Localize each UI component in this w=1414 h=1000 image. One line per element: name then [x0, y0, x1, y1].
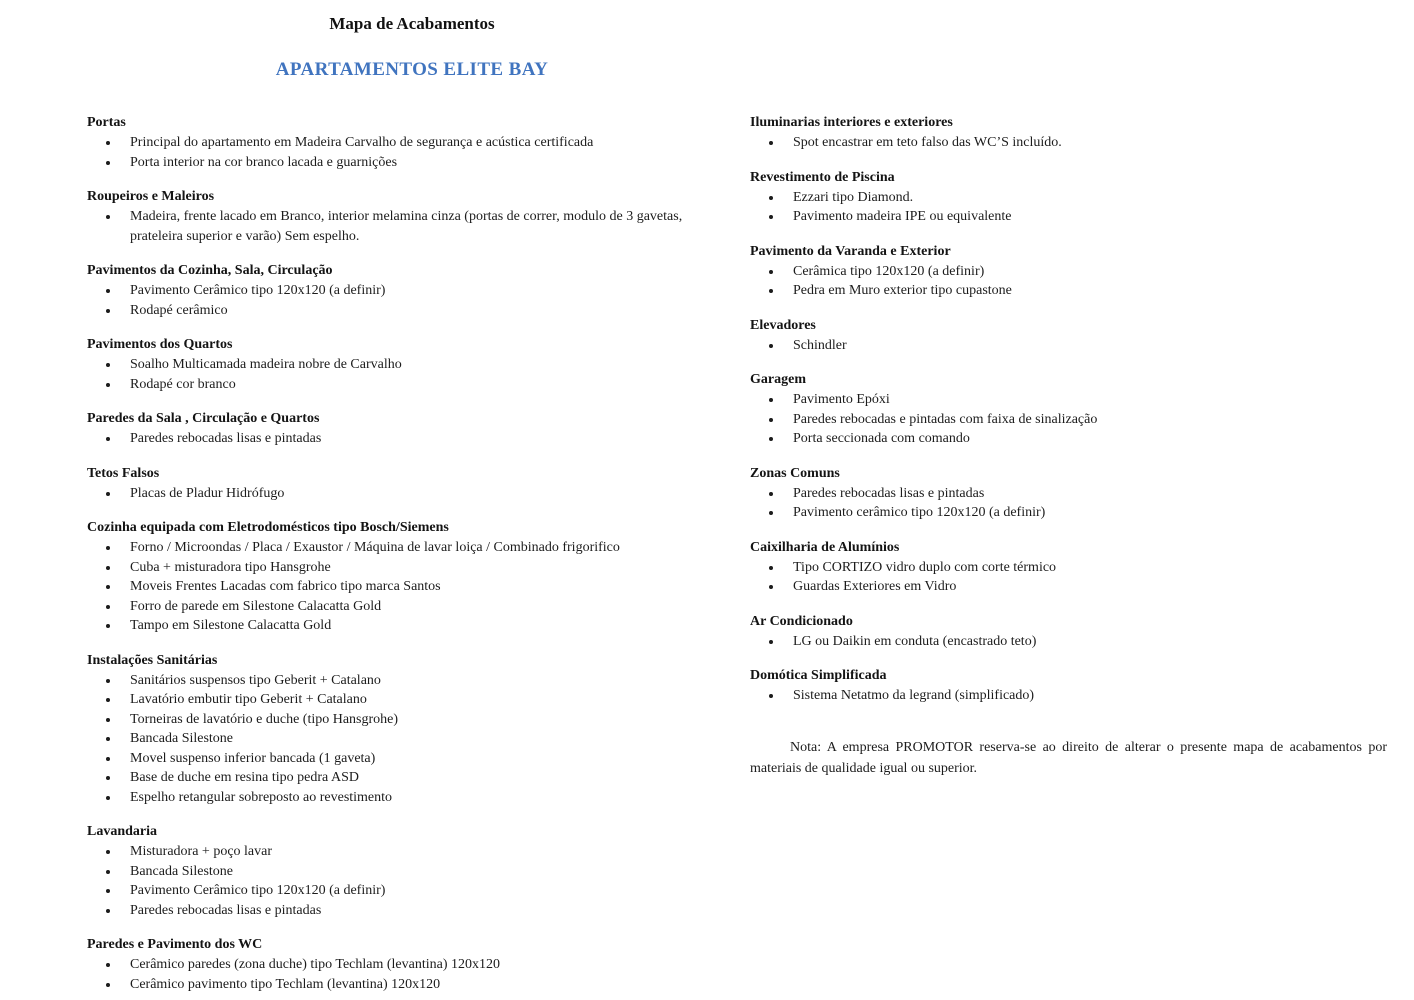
section-heading: Paredes da Sala , Circulação e Quartos: [87, 411, 320, 426]
section-heading: Lavandaria: [87, 824, 158, 839]
section-item: • Pavimento Cerâmico tipo 120x120 (a definir): [120, 881, 737, 901]
section-item: • Pavimento Cerâmico tipo 120x120 (a definir): [120, 281, 737, 301]
section-heading: Elevadores: [750, 317, 816, 333]
finishes-section: [87, 518, 737, 636]
section-item-list: [750, 336, 1387, 356]
section-heading: Portas: [87, 115, 126, 130]
section-item: • Porta interior na cor branco lacada e guarnições: [120, 153, 737, 173]
finishes-section: [87, 935, 737, 994]
section-item: • Cerâmico pavimento tipo Techlam (levantina) 120x120: [120, 975, 737, 995]
finishes-section: [750, 113, 1387, 153]
section-item: • Rodapé cor branco: [120, 375, 737, 395]
finishes-section: [750, 538, 1387, 597]
section-heading: Pavimentos dos Quartos: [87, 337, 233, 352]
section-item: • Pavimento cerâmico tipo 120x120 (a definir): [783, 503, 1387, 523]
section-item: • Porta seccionada com comando: [783, 429, 1387, 449]
finishes-section: [750, 666, 1387, 706]
section-item: • Placas de Pladur Hidrófugo: [120, 484, 737, 504]
section-item: • Guardas Exteriores em Vidro: [783, 577, 1387, 597]
section-item: • Paredes rebocadas lisas e pintadas: [783, 484, 1387, 504]
note-paragraph: Nota: A empresa PROMOTOR reserva-se ao direito de alterar o presente mapa de acabamentos por materiais de qualidade igual ou superior.: [750, 739, 1387, 776]
section-heading: Iluminarias interiores e exteriores: [750, 115, 953, 130]
document-header: [87, 13, 737, 81]
section-item: • Cerâmico paredes (zona duche) tipo Techlam (levantina) 120x120: [120, 955, 737, 975]
section-item: • LG ou Daikin em conduta (encastrado teto): [783, 632, 1387, 652]
finishes-section: [87, 113, 737, 172]
section-item-list: [750, 188, 1387, 227]
project-subtitle: APARTAMENTOS ELITE BAY: [275, 59, 549, 80]
section-heading: Roupeiros e Maleiros: [87, 189, 215, 204]
section-item: • Forro de parede em Silestone Calacatta Gold: [120, 597, 737, 617]
section-item-list: [750, 262, 1387, 301]
section-heading: Ar Condicionado: [750, 613, 853, 629]
section-item: • Movel suspenso inferior bancada (1 gaveta): [120, 749, 737, 769]
section-item: • Misturadora + poço lavar: [120, 842, 737, 862]
finishes-section: [750, 242, 1387, 301]
section-item: • Ezzari tipo Diamond.: [783, 188, 1387, 208]
section-item: • Rodapé cerâmico: [120, 301, 737, 321]
section-item: • Pavimento Epóxi: [783, 390, 1387, 410]
section-item-list: [87, 133, 737, 172]
section-item-list: [750, 133, 1387, 153]
section-heading: Domótica Simplificada: [750, 668, 887, 683]
section-item-list: [87, 538, 737, 636]
section-item: • Paredes rebocadas lisas e pintadas: [120, 901, 737, 921]
two-column-layout: [87, 98, 1414, 994]
section-heading: Instalações Sanitárias: [87, 652, 218, 668]
section-item: • Sistema Netatmo da legrand (simplificado): [783, 686, 1387, 706]
section-item: • Cerâmica tipo 120x120 (a definir): [783, 262, 1387, 282]
section-heading: Caixilharia de Alumínios: [750, 539, 900, 555]
finishes-section: [750, 168, 1387, 227]
section-heading: Zonas Comuns: [750, 465, 840, 481]
section-item: • Torneiras de lavatório e duche (tipo Hansgrohe): [120, 710, 737, 730]
section-heading: Pavimentos da Cozinha, Sala, Circulação: [87, 263, 333, 278]
section-item: • Tampo em Silestone Calacatta Gold: [120, 616, 737, 636]
section-item: • Paredes rebocadas e pintadas com faixa de sinalização: [783, 410, 1387, 430]
section-item: • Schindler: [783, 336, 1387, 356]
section-heading: Tetos Falsos: [87, 465, 160, 481]
section-heading: Paredes e Pavimento dos WC: [87, 937, 263, 952]
section-item-list: [750, 484, 1387, 523]
left-column: [87, 98, 737, 994]
section-item: • Pedra em Muro exterior tipo cupastone: [783, 281, 1387, 301]
finishes-section: [87, 822, 737, 920]
finishes-section: [87, 651, 737, 808]
finishes-section: [750, 464, 1387, 523]
section-item: • Lavatório embutir tipo Geberit + Catalano: [120, 690, 737, 710]
section-item: • Cuba + misturadora tipo Hansgrohe: [120, 558, 737, 578]
finishes-section: [750, 316, 1387, 356]
finishes-section: [87, 409, 737, 449]
section-item: • Bancada Silestone: [120, 729, 737, 749]
finishes-section: [87, 335, 737, 394]
section-item: • Sanitários suspensos tipo Geberit + Catalano: [120, 671, 737, 691]
section-item-list: [750, 686, 1387, 706]
section-item: • Moveis Frentes Lacadas com fabrico tipo marca Santos: [120, 577, 737, 597]
section-item: • Bancada Silestone: [120, 862, 737, 882]
section-item-list: [87, 281, 737, 320]
section-item: • Madeira, frente lacado em Branco, interior melamina cinza (portas de correr, modulo de 3 gavetas, prateleira superior e varão) Sem espelho.: [120, 207, 737, 246]
finishes-section: [750, 370, 1387, 449]
section-item-list: [87, 671, 737, 808]
section-item-list: [87, 429, 737, 449]
finishes-section: [87, 261, 737, 320]
section-item: • Forno / Microondas / Placa / Exaustor / Máquina de lavar loiça / Combinado frigorifico: [120, 538, 737, 558]
section-heading: Revestimento de Piscina: [750, 169, 895, 185]
section-item-list: [87, 955, 737, 994]
finishes-section: [87, 464, 737, 504]
section-item-list: [750, 390, 1387, 449]
section-item: • Tipo CORTIZO vidro duplo com corte térmico: [783, 558, 1387, 578]
right-column: [750, 98, 1387, 994]
section-item: • Soalho Multicamada madeira nobre de Carvalho: [120, 355, 737, 375]
section-item: • Spot encastrar em teto falso das WC’S incluído.: [783, 133, 1387, 153]
section-item: • Principal do apartamento em Madeira Carvalho de segurança e acústica certificada: [120, 133, 737, 153]
section-item-list: [87, 842, 737, 920]
section-item-list: [87, 207, 737, 246]
section-item: • Pavimento madeira IPE ou equivalente: [783, 207, 1387, 227]
section-item-list: [750, 558, 1387, 597]
section-item-list: [87, 484, 737, 504]
page-title: Mapa de Acabamentos: [329, 14, 495, 33]
section-item: • Base de duche em resina tipo pedra ASD: [120, 768, 737, 788]
section-heading: Garagem: [750, 372, 806, 387]
finishes-section: [750, 612, 1387, 652]
section-item: • Paredes rebocadas lisas e pintadas: [120, 429, 737, 449]
section-item-list: [750, 632, 1387, 652]
section-item: • Espelho retangular sobreposto ao revestimento: [120, 788, 737, 808]
section-heading: Cozinha equipada com Eletrodomésticos tipo Bosch/Siemens: [87, 520, 449, 535]
finishes-section: [87, 187, 737, 246]
section-item-list: [87, 355, 737, 394]
section-heading: Pavimento da Varanda e Exterior: [750, 243, 951, 259]
